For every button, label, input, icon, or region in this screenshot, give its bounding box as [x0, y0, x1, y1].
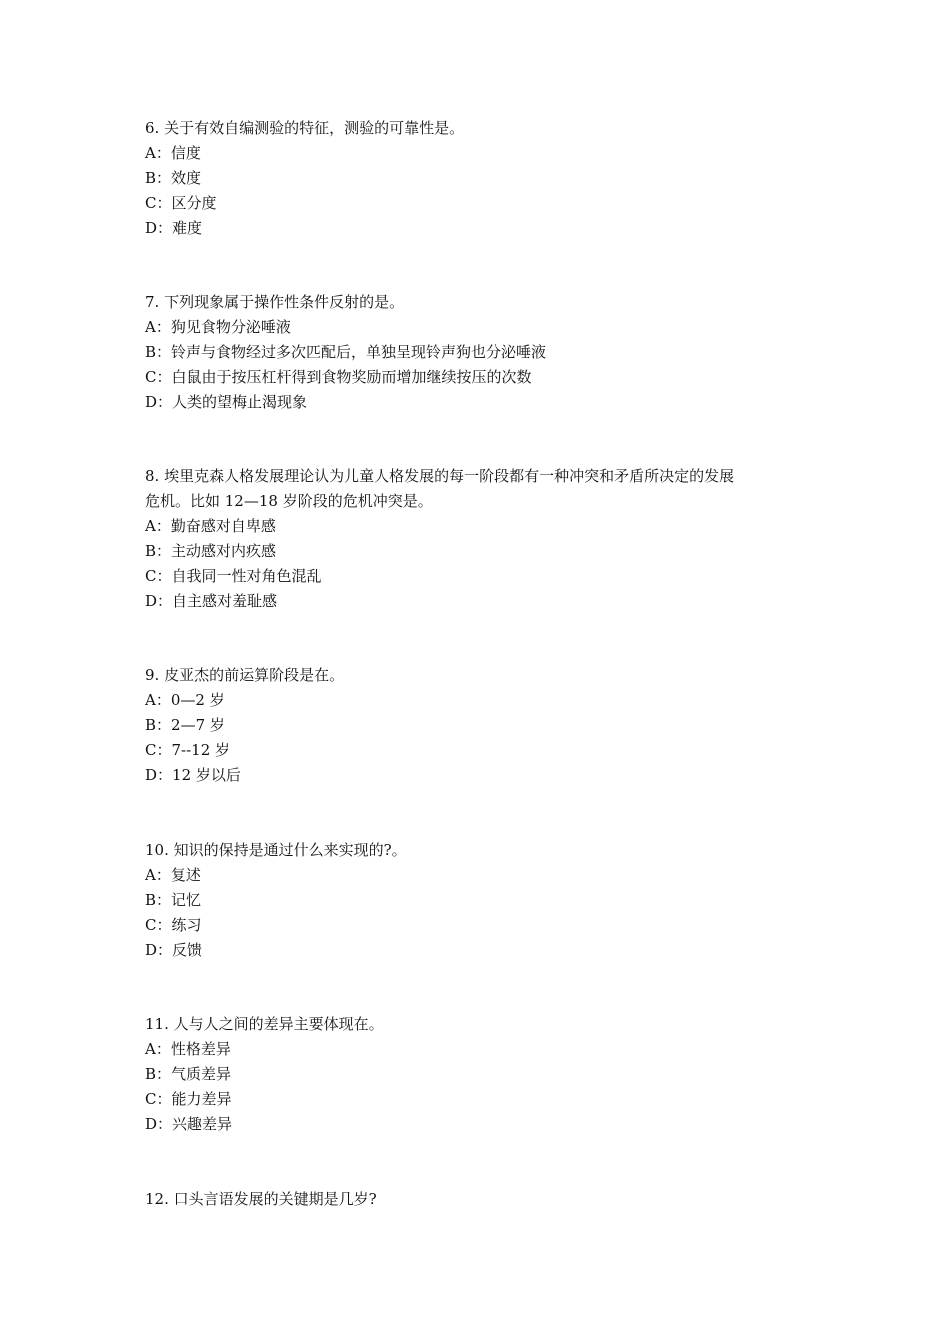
- question-11: [145, 1012, 825, 1137]
- question-6: [145, 116, 825, 241]
- question-stem: 9. 皮亚杰的前运算阶段是在。: [145, 666, 345, 684]
- option-c: C：练习: [145, 916, 202, 934]
- question-10: [145, 838, 825, 963]
- question-stem-line-2: 危机。比如 12—18 岁阶段的危机冲突是。: [145, 492, 433, 510]
- option-a: A：0—2 岁: [145, 691, 225, 709]
- question-stem: 6. 关于有效自编测验的特征，测验的可靠性是。: [145, 119, 465, 137]
- option-c: C：自我同一性对角色混乱: [145, 567, 322, 585]
- option-a: A：性格差异: [145, 1040, 231, 1058]
- option-d: D：自主感对羞耻感: [145, 592, 278, 610]
- option-d: D：人类的望梅止渴现象: [145, 393, 308, 411]
- option-b: B：主动感对内疚感: [145, 542, 277, 560]
- option-c: C：7--12 岁: [145, 741, 231, 759]
- question-stem: 7. 下列现象属于操作性条件反射的是。: [145, 293, 405, 311]
- option-b: B：效度: [145, 169, 202, 187]
- option-b: B：2—7 岁: [145, 716, 225, 734]
- option-b: B：铃声与食物经过多次匹配后，单独呈现铃声狗也分泌唾液: [145, 343, 547, 361]
- option-d: D：难度: [145, 219, 203, 237]
- question-stem: 10. 知识的保持是通过什么来实现的?。: [145, 841, 407, 859]
- option-a: A：信度: [145, 144, 201, 162]
- option-d: D：12 岁以后: [145, 766, 241, 784]
- question-7: [145, 290, 825, 415]
- option-b: B：记忆: [145, 891, 202, 909]
- question-stem: 11. 人与人之间的差异主要体现在。: [145, 1015, 384, 1033]
- question-8: [145, 464, 825, 614]
- option-a: A：复述: [145, 866, 201, 884]
- option-a: A：狗见食物分泌唾液: [145, 318, 291, 336]
- question-stem: 12. 口头言语发展的关键期是几岁?: [145, 1190, 377, 1208]
- question-12: [145, 1187, 825, 1212]
- option-d: D：兴趣差异: [145, 1115, 233, 1133]
- option-c: C：区分度: [145, 194, 217, 212]
- option-c: C：白鼠由于按压杠杆得到食物奖励而增加继续按压的次数: [145, 368, 532, 386]
- question-stem-line-1: 8. 埃里克森人格发展理论认为儿童人格发展的每一阶段都有一种冲突和矛盾所决定的发展: [145, 467, 735, 485]
- option-b: B：气质差异: [145, 1065, 232, 1083]
- option-a: A：勤奋感对自卑感: [145, 517, 276, 535]
- question-9: [145, 663, 825, 788]
- option-d: D：反馈: [145, 941, 203, 959]
- option-c: C：能力差异: [145, 1090, 232, 1108]
